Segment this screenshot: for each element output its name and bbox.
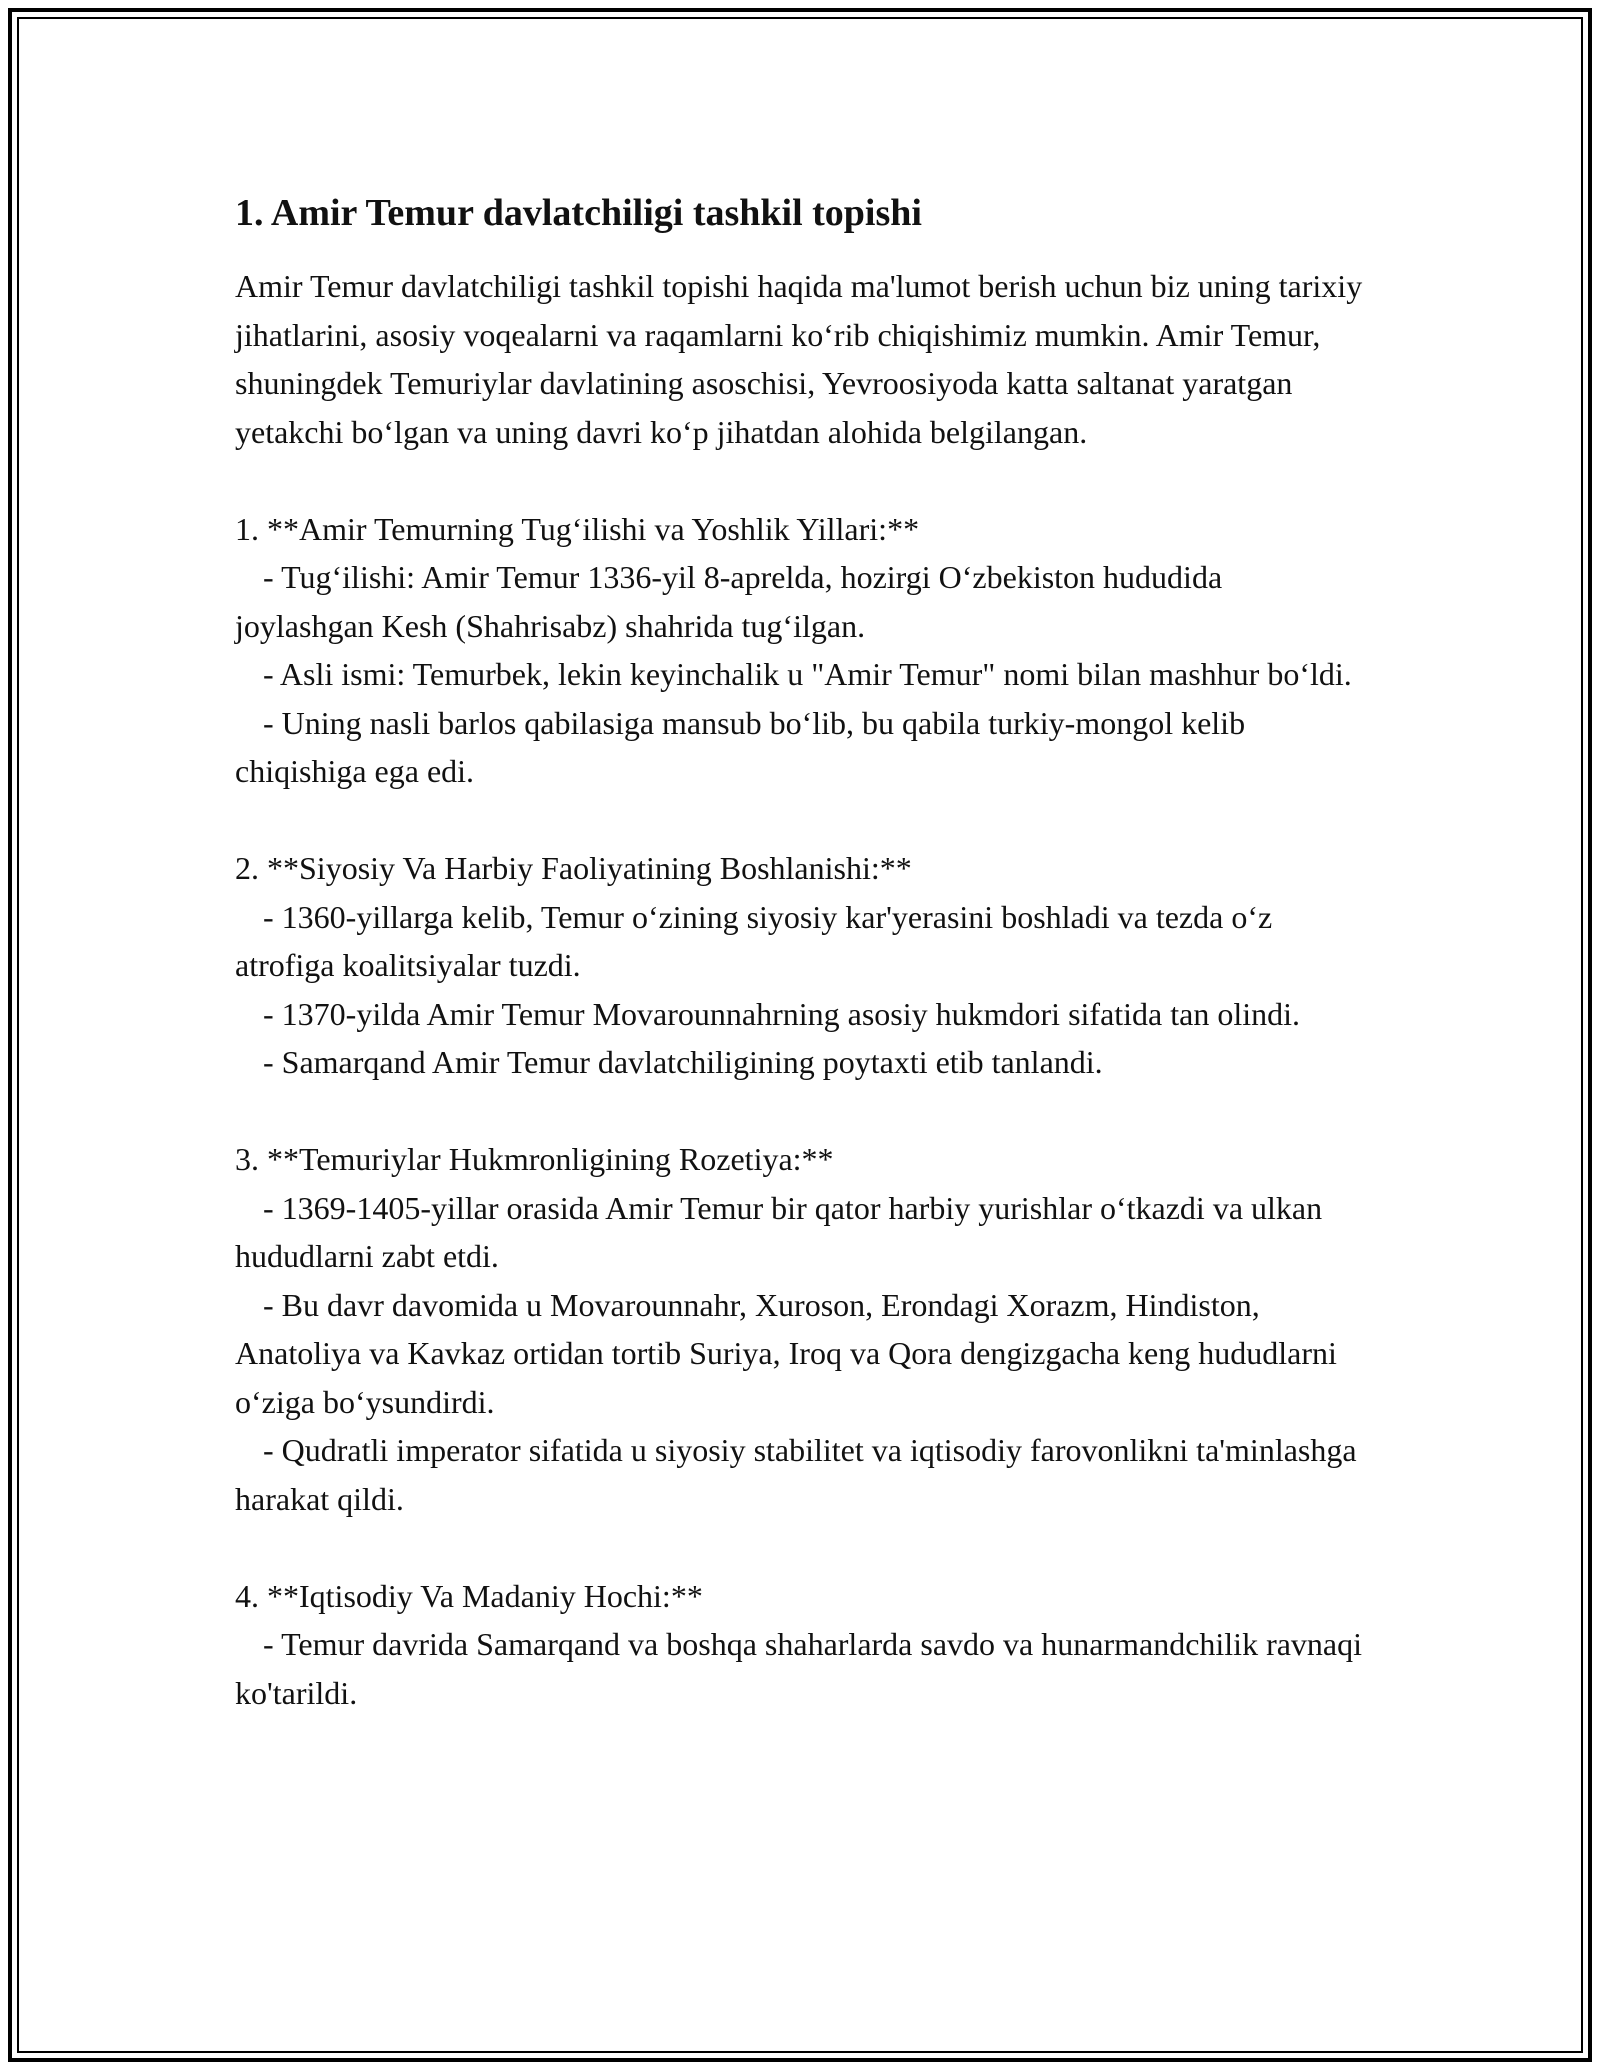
bullet-text: - Asli ismi: Temurbek, lekin keyinchalik u "Amir Temur" nomi bilan mashhur bo‘ldi. [263, 656, 1352, 692]
section-heading: 1. **Amir Temurning Tug‘ilishi va Yoshlik Yillari:** [235, 510, 920, 547]
document-body [235, 188, 1365, 1717]
bullet-text: - Qudratli imperator sifatida u siyosiy stabilitet va iqtisodiy farovonlikni ta'minlashga harakat qildi. [235, 1432, 1357, 1517]
bullet-item [235, 1620, 1365, 1717]
section-heading: 2. **Siyosiy Va Harbiy Faoliyatining Boshlanishi:** [235, 850, 912, 886]
bullet-item [235, 553, 1365, 650]
section-2 [235, 844, 1365, 1087]
bullet-item [235, 650, 1365, 699]
bullet-item [235, 699, 1365, 796]
bullet-item [235, 990, 1365, 1039]
bullet-text: - Uning nasli barlos qabilasiga mansub bo‘lib, bu qabila turkiy-mongol kelib chiqishiga ega edi. [235, 704, 1246, 789]
intro-paragraph: Amir Temur davlatchiligi tashkil topishi haqida ma'lumot berish uchun biz uning tarixiy jihatlarini, asosiy voqealarni va raqamlarni ko‘rib chiqishimiz mumkin. Amir Temur, shuningdek Temuriylar davlatining asoschisi, Yevroosiyoda katta saltanat yaratgan yetakchi bo‘lgan va uning davri ko‘p jihatdan alohida belgilangan. [235, 268, 1363, 450]
document-title: 1. Amir Temur davlatchiligi tashkil topishi [235, 192, 922, 234]
section-1 [235, 505, 1365, 796]
bullet-item [235, 1184, 1365, 1281]
section-3 [235, 1135, 1365, 1523]
section-heading: 4. **Iqtisodiy Va Madaniy Hochi:** [235, 1577, 703, 1614]
bullet-item [235, 1281, 1365, 1427]
section-4 [235, 1572, 1365, 1718]
bullet-item [235, 893, 1365, 990]
bullet-item [235, 1426, 1365, 1523]
bullet-text: - Tug‘ilishi: Amir Temur 1336-yil 8-aprelda, hozirgi O‘zbekiston hududida joylashgan Kesh (Shahrisabz) shahrida tug‘ilgan. [235, 559, 1223, 644]
bullet-text: - Samarqand Amir Temur davlatchiligining poytaxti etib tanlandi. [263, 1044, 1103, 1080]
bullet-text: - 1370-yilda Amir Temur Movarounnahrning asosiy hukmdori sifatida tan olindi. [263, 995, 1301, 1032]
bullet-text: - Bu davr davomida u Movarounnahr, Xuroson, Erondagi Xorazm, Hindiston, Anatoliya va Kavkaz ortidan tortib Suriya, Iroq va Qora dengizgacha keng hududlarni o‘ziga bo‘ysundirdi. [235, 1286, 1337, 1420]
bullet-text: - 1360-yillarga kelib, Temur o‘zining siyosiy kar'yerasini boshladi va tezda o‘z atrofiga koalitsiyalar tuzdi. [235, 898, 1273, 983]
bullet-item [235, 1038, 1365, 1087]
bullet-text: - Temur davrida Samarqand va boshqa shaharlarda savdo va hunarmandchilik ravnaqi ko'tarildi. [235, 1626, 1363, 1711]
bullet-text: - 1369-1405-yillar orasida Amir Temur bir qator harbiy yurishlar o‘tkazdi va ulkan hududlarni zabt etdi. [235, 1189, 1323, 1274]
section-heading: 3. **Temuriylar Hukmronligining Rozetiya:** [235, 1141, 834, 1177]
